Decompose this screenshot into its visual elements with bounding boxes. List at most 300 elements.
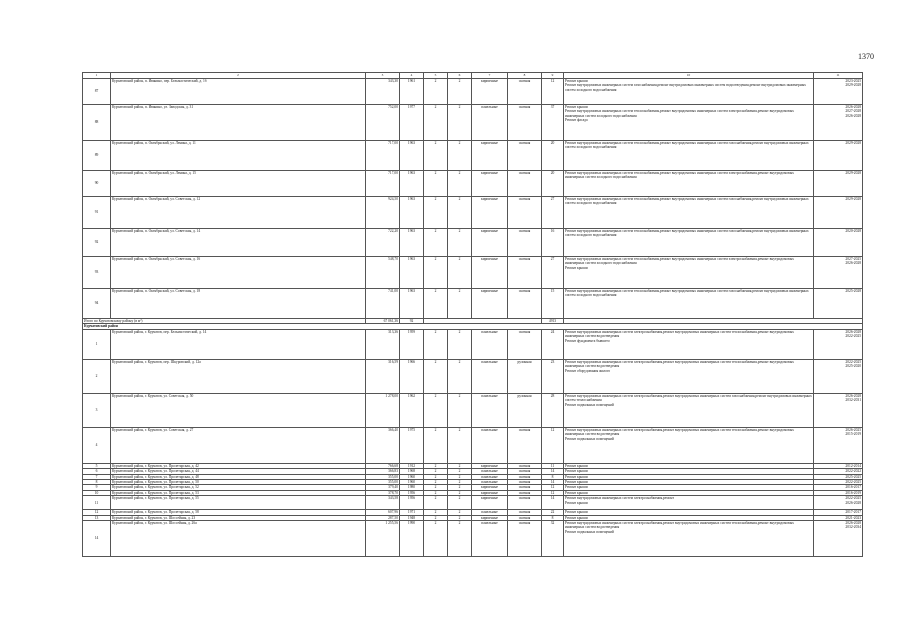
works-cell xyxy=(564,105,814,141)
address-cell: Курчатовский район, п. Октябрьский, ул. Ленина, д. 11 xyxy=(111,141,366,171)
works-cell: Ремонт крыши xyxy=(564,474,814,479)
work-item: Ремонт внутридомовых инженерных систем электроснабжения,ремонт внутридомовых инженерных систем теплоснабжения,ремонт внутридомовых инженерных систем водоотведения xyxy=(565,427,794,437)
entrances-cell: 2 xyxy=(448,171,472,197)
year-cell: 1948 xyxy=(400,515,424,520)
roof-type-cell: скатная xyxy=(508,480,542,485)
register-table xyxy=(82,72,863,557)
address-cell: Курчатовский район, п. Октябрьский, ул. Советская, д. 14 xyxy=(111,229,366,257)
years-cell xyxy=(814,197,863,229)
floors-cell: 2 xyxy=(424,474,448,479)
total-count: 92 xyxy=(400,319,424,324)
work-item: Ремонт внутридомовых инженерных систем теплоснабжения,ремонт внутридомовых инженерных систем электроснабжения,ремонт внутридомовых инженерных систем холодного водоснабжения xyxy=(565,171,794,180)
row-number: 6 xyxy=(83,469,111,474)
register-body xyxy=(83,73,863,557)
wall-material-cell: панельные xyxy=(472,329,508,359)
wall-material-cell: кирпичные xyxy=(472,257,508,289)
area-cell: 379,40 xyxy=(366,485,400,490)
area-cell: 1 255,56 xyxy=(366,521,400,557)
floors-cell: 2 xyxy=(424,197,448,229)
floors-cell: 2 xyxy=(424,469,448,474)
year-range: 2022-2025 xyxy=(845,359,861,364)
wall-material-cell: панельные xyxy=(472,521,508,557)
count-cell: 8 xyxy=(542,515,564,520)
year-range: 2015-2019 xyxy=(845,432,861,437)
floors-cell: 2 xyxy=(424,79,448,105)
count-cell: 22 xyxy=(542,510,564,515)
works-cell xyxy=(564,521,814,557)
area-cell: 355,00 xyxy=(366,474,400,479)
table-row xyxy=(83,141,863,171)
area-cell: 1 278,00 xyxy=(366,393,400,427)
column-header: 11 xyxy=(814,73,863,79)
entrances-cell: 2 xyxy=(448,105,472,141)
years-cell xyxy=(814,496,863,510)
count-cell: 15 xyxy=(542,289,564,319)
table-row xyxy=(83,171,863,197)
year-cell: 1963 xyxy=(400,141,424,171)
roof-type-cell: скатная xyxy=(508,141,542,171)
floors-cell: 2 xyxy=(424,480,448,485)
wall-material-cell: панельные xyxy=(472,427,508,463)
year-cell: 1963 xyxy=(400,197,424,229)
year-range: 2026-2025 xyxy=(845,427,861,432)
year-cell: 1963 xyxy=(400,171,424,197)
column-header: 6 xyxy=(448,73,472,79)
roof-type-cell: скатная xyxy=(508,510,542,515)
row-number: 89 xyxy=(83,141,111,171)
address-cell: Курчатовский район, г. Курчатов, ул. Пролетарская, д. 53 xyxy=(111,490,366,495)
count-cell: 23 xyxy=(542,359,564,393)
floors-cell: 2 xyxy=(424,521,448,557)
count-cell: 32 xyxy=(542,521,564,557)
wall-material-cell: панельные xyxy=(472,359,508,393)
years-cell xyxy=(814,171,863,197)
area-cell: 722,20 xyxy=(366,229,400,257)
count-cell: 14 xyxy=(542,496,564,510)
wall-material-cell: кирпичные xyxy=(472,496,508,510)
floors-cell: 2 xyxy=(424,105,448,141)
works-cell xyxy=(564,496,814,510)
year-range: 2020-2028 xyxy=(845,229,861,233)
floors-cell: 2 xyxy=(424,463,448,468)
entrances-cell: 2 xyxy=(448,496,472,510)
year-cell: 1990 xyxy=(400,521,424,557)
year-range: 2032-2034 xyxy=(845,525,861,530)
row-number: 8 xyxy=(83,480,111,485)
area-cell: 607,96 xyxy=(366,510,400,515)
works-cell xyxy=(564,229,814,257)
area-cell: 752,00 xyxy=(366,105,400,141)
roof-type-cell: скатная xyxy=(508,289,542,319)
work-item: Ремонт внутридомовых инженерных систем теплоснабжения,ремонт внутридомовых инженерных систем электроснабжения,ремонт внутридомовых инженерных систем холодного водоснабжения xyxy=(565,109,794,118)
works-cell xyxy=(564,171,814,197)
area-cell: 343,58 xyxy=(366,496,400,510)
years-cell xyxy=(814,521,863,557)
work-item: Ремонт внутридомовых инженерных систем электроснабжения,ремонт внутридомовых инженерных систем теплоснабжения,ремонт внутридомовых инженерных систем водоотведения xyxy=(565,359,794,369)
area-cell: 366,40 xyxy=(366,427,400,463)
work-item: Ремонт внутридомовых инженерных систем теплоснабжения,ремонт внутридомовых инженерных систем газоснабжения,ремонт внутридомовых инженерных систем холодного водоснабжения xyxy=(565,141,809,150)
works-cell: Ремонт крыши xyxy=(564,510,814,515)
year-range: 2022-2025 xyxy=(845,334,861,339)
area-cell: 343,30 xyxy=(366,79,400,105)
count-cell: 37 xyxy=(542,105,564,141)
work-item: Ремонт внутридомовых инженерных систем электроснабжения,ремонт внутридомовых инженерных систем газоснабжения,ремонт внутридомовых инженерных систем теплоснабжения xyxy=(565,393,812,403)
roof-type-cell: скатная xyxy=(508,485,542,490)
table-row xyxy=(83,229,863,257)
area-cell: 548,70 xyxy=(366,257,400,289)
row-number: 91 xyxy=(83,197,111,229)
area-cell: 313,36 xyxy=(366,329,400,359)
row-number: 13 xyxy=(83,515,111,520)
roof-type-cell: скатная xyxy=(508,469,542,474)
row-number: 10 xyxy=(83,490,111,495)
years-cell xyxy=(814,359,863,393)
years-cell xyxy=(814,329,863,359)
column-header: 8 xyxy=(508,73,542,79)
wall-material-cell: панельные xyxy=(472,480,508,485)
table-row xyxy=(83,197,863,229)
works-cell xyxy=(564,141,814,171)
entrances-cell: 2 xyxy=(448,79,472,105)
works-cell: Ремонт крыши xyxy=(564,463,814,468)
work-item: Ремонт крыши xyxy=(565,105,588,109)
address-cell: Курчатовский район, п. Октябрьский, ул. Ленина, д. 15 xyxy=(111,171,366,197)
column-header: 7 xyxy=(472,73,508,79)
entrances-cell: 2 xyxy=(448,141,472,171)
roof-type-cell: скатная xyxy=(508,515,542,520)
count-cell: 14 xyxy=(542,480,564,485)
work-item: Ремонт внутридомовых инженерных систем электроснабжения,ремонт xyxy=(565,496,674,501)
floors-cell: 2 xyxy=(424,485,448,490)
work-item: Ремонт внутридомовых инженерных систем электроснабжения,ремонт внутридомовых инженерных систем теплоснабжения,ремонт внутридомовых инженерных систем водоотведения xyxy=(565,521,794,530)
roof-type-cell: скатная xyxy=(508,229,542,257)
roof-type-cell: скатная xyxy=(508,329,542,359)
works-cell xyxy=(564,329,814,359)
work-item: Ремонт подвальных помещений xyxy=(565,402,614,407)
roof-type-cell: скатная xyxy=(508,496,542,510)
floors-cell: 2 xyxy=(424,515,448,520)
works-cell xyxy=(564,289,814,319)
table-row xyxy=(83,359,863,393)
table-row xyxy=(83,427,863,463)
year-cell: 1960 xyxy=(400,474,424,479)
wall-material-cell: кирпичные xyxy=(472,229,508,257)
address-cell: Курчатовский район, п. Октябрьский, ул. Советская, д. 16 xyxy=(111,257,366,289)
floors-cell: 2 xyxy=(424,510,448,515)
year-range: 2026-2028 xyxy=(845,329,861,334)
years-cell: 2016-2019 xyxy=(814,490,863,495)
work-item: Ремонт внутридомовых инженерных систем теплоснабжения,ремонт внутридомовых инженерных систем газоснабжения,ремонт внутридомовых инженерных систем холодного водоснабжения xyxy=(565,197,809,206)
floors-cell: 2 xyxy=(424,141,448,171)
works-cell: Ремонт крыши xyxy=(564,515,814,520)
count-cell: 24 xyxy=(542,329,564,359)
year-range: 2026-2028 xyxy=(845,105,861,109)
entrances-cell: 2 xyxy=(448,289,472,319)
entrances-cell: 2 xyxy=(448,480,472,485)
wall-material-cell: кирпичные xyxy=(472,289,508,319)
years-cell: 2012-2014 xyxy=(814,463,863,468)
entrances-cell: 2 xyxy=(448,257,472,289)
column-header: 1 xyxy=(83,73,111,79)
years-cell xyxy=(814,257,863,289)
entrances-cell: 2 xyxy=(448,427,472,463)
table-row xyxy=(83,496,863,510)
row-number: 1 xyxy=(83,329,111,359)
wall-material-cell: кирпичные xyxy=(472,485,508,490)
area-cell: 287,50 xyxy=(366,515,400,520)
row-number: 9 xyxy=(83,485,111,490)
entrances-cell: 2 xyxy=(448,359,472,393)
year-cell: 1966 xyxy=(400,359,424,393)
address-cell: Курчатовский район, г. Курчатов, ул. Пролетарская, д. 44 xyxy=(111,469,366,474)
row-number: 7 xyxy=(83,474,111,479)
year-range: 2032-2031 xyxy=(845,398,861,403)
total-area: 67 061,36 xyxy=(366,319,400,324)
wall-material-cell: панельные xyxy=(472,469,508,474)
year-cell: 1971 xyxy=(400,510,424,515)
area-cell: 316,59 xyxy=(366,359,400,393)
works-cell xyxy=(564,359,814,393)
works-cell: Ремонт крыши xyxy=(564,485,814,490)
years-cell xyxy=(814,229,863,257)
year-range: 2026-2028 xyxy=(845,393,861,398)
address-cell: Курчатовский район, п. Октябрьский, ул. Советская, д. 18 xyxy=(111,289,366,319)
year-range: 2029-2028 xyxy=(845,83,861,88)
entrances-cell: 2 xyxy=(448,393,472,427)
years-cell xyxy=(814,79,863,105)
years-cell xyxy=(814,289,863,319)
works-cell: Ремонт крыши xyxy=(564,469,814,474)
wall-material-cell: панельные xyxy=(472,474,508,479)
wall-material-cell: панельные xyxy=(472,105,508,141)
table-row xyxy=(83,521,863,557)
column-header: 5 xyxy=(424,73,448,79)
count-cell: 28 xyxy=(542,393,564,427)
row-number: 2 xyxy=(83,359,111,393)
count-cell: 12 xyxy=(542,427,564,463)
works-cell: Ремонт крыши xyxy=(564,480,814,485)
total-label: Итого по Курчатовскому району (в м²) xyxy=(83,319,366,324)
year-range: 2022-2025 xyxy=(845,496,861,501)
works-cell xyxy=(564,257,814,289)
year-cell: 1977 xyxy=(400,105,424,141)
year-cell: 1956 xyxy=(400,496,424,510)
wall-material-cell: кирпичные xyxy=(472,463,508,468)
column-header: 4 xyxy=(400,73,424,79)
table-row xyxy=(83,329,863,359)
entrances-cell: 2 xyxy=(448,463,472,468)
year-cell: 1975 xyxy=(400,427,424,463)
count-cell: 8 xyxy=(542,474,564,479)
row-number: 3 xyxy=(83,393,111,427)
floors-cell: 2 xyxy=(424,171,448,197)
year-cell: 1980 xyxy=(400,485,424,490)
work-item: Ремонт крыши xyxy=(565,79,588,83)
address-cell: Курчатовский район, п. Иванино, ул. Заводская, д. 31 xyxy=(111,105,366,141)
year-cell: 1963 xyxy=(400,257,424,289)
year-cell: 1962 xyxy=(400,393,424,427)
years-cell: 2022-2025 xyxy=(814,480,863,485)
column-header: 10 xyxy=(564,73,814,79)
area-cell: 717,00 xyxy=(366,171,400,197)
count-cell: 12 xyxy=(542,490,564,495)
floors-cell: 2 xyxy=(424,257,448,289)
year-range: 2026-2028 xyxy=(845,261,861,266)
work-item: Ремонт внутридомовых инженерных систем теплоснабжения,ремонт внутридомовых инженерных систем электроснабжения,ремонт внутридомовых инженерных систем холодного водоснабжения xyxy=(565,257,794,266)
year-cell: 1959 xyxy=(400,329,424,359)
work-item: Ремонт внутридомовых инженерных систем газоснабжения,ремонт внутридомовых инженерных систем водоотведения,ремонт внутридомовых инженерных систем холодного водоснабжения xyxy=(565,83,806,92)
address-cell: Курчатовский район, г. Курчатов, ул. Советская, д. 50 xyxy=(111,393,366,427)
address-cell: Курчатовский район, г. Курчатов, ул. Советская, д. 27 xyxy=(111,427,366,463)
years-cell: 2022-2022 xyxy=(814,469,863,474)
work-item: Ремонт внутридомовых инженерных систем электроснабжения,ремонт внутридомовых инженерных систем теплоснабжения,ремонт внутридомовых инженерных систем водоотведения xyxy=(565,329,794,339)
years-cell xyxy=(814,393,863,427)
row-number: 92 xyxy=(83,229,111,257)
row-number: 14 xyxy=(83,521,111,557)
years-cell xyxy=(814,141,863,171)
column-header: 9 xyxy=(542,73,564,79)
count-cell: 27 xyxy=(542,197,564,229)
works-cell: Ремонт крыши xyxy=(564,490,814,495)
wall-material-cell: кирпичные xyxy=(472,171,508,197)
works-cell xyxy=(564,393,814,427)
roof-type-cell: рулонная xyxy=(508,393,542,427)
count-cell: 16 xyxy=(542,229,564,257)
wall-material-cell: кирпичные xyxy=(472,79,508,105)
entrances-cell: 2 xyxy=(448,510,472,515)
roof-type-cell: скатная xyxy=(508,474,542,479)
wall-material-cell: панельные xyxy=(472,393,508,427)
area-cell: 717,00 xyxy=(366,141,400,171)
wall-material-cell: кирпичные xyxy=(472,515,508,520)
row-number: 94 xyxy=(83,289,111,319)
year-cell: 1960 xyxy=(400,480,424,485)
year-range: 2029-2028 xyxy=(845,141,861,145)
row-number: 5 xyxy=(83,463,111,468)
total-residents: 4913 xyxy=(542,319,564,324)
address-cell: Курчатовский район, г. Курчатов, ул. Шоссейная, д. 26а xyxy=(111,521,366,557)
work-item: Ремонт внутридомовых инженерных систем теплоснабжения,ремонт внутридомовых инженерных систем газоснабжения,ремонт внутридомовых инженерных систем холодного водоснабжения xyxy=(565,289,809,298)
entrances-cell: 2 xyxy=(448,485,472,490)
area-cell: 741,00 xyxy=(366,289,400,319)
floors-cell: 2 xyxy=(424,229,448,257)
year-cell: 1961 xyxy=(400,79,424,105)
entrances-cell: 2 xyxy=(448,490,472,495)
row-number: 90 xyxy=(83,171,111,197)
address-cell: Курчатовский район, г. Курчатов, пер. Бельмастический, д. 14 xyxy=(111,329,366,359)
count-cell: 14 xyxy=(542,469,564,474)
count-cell: 27 xyxy=(542,257,564,289)
address-cell: Курчатовский район, п. Иванино, пер. Бельмастический, д. 1б xyxy=(111,79,366,105)
work-item: Ремонт внутридомовых инженерных систем теплоснабжения,ремонт внутридомовых инженерных систем газоснабжения,ремонт внутридомовых инженерных систем холодного водоснабжения xyxy=(565,229,809,238)
work-item: Ремонт оборудования жилого xyxy=(565,368,611,373)
roof-type-cell: скатная xyxy=(508,490,542,495)
years-cell: 2017-2017 xyxy=(814,510,863,515)
work-item: Ремонт подвальных помещений xyxy=(565,436,614,441)
years-cell: 2016-2017 xyxy=(814,485,863,490)
work-item: Ремонт фасада xyxy=(565,118,588,123)
entrances-cell: 2 xyxy=(448,197,472,229)
entrances-cell: 2 xyxy=(448,521,472,557)
area-cell: 766,68 xyxy=(366,463,400,468)
row-number: 4 xyxy=(83,427,111,463)
year-cell: 1956 xyxy=(400,490,424,495)
row-number: 12 xyxy=(83,510,111,515)
year-range: 2023-2025 xyxy=(845,79,861,83)
address-cell: Курчатовский район, п. Октябрьский, ул. Советская, д. 12 xyxy=(111,197,366,229)
wall-material-cell: кирпичные xyxy=(472,197,508,229)
address-cell: Курчатовский район, г. Курчатов, ул. Пролетарская, д. 58 xyxy=(111,510,366,515)
count-cell: 20 xyxy=(542,171,564,197)
table-row xyxy=(83,393,863,427)
floors-cell: 2 xyxy=(424,393,448,427)
floors-cell: 2 xyxy=(424,427,448,463)
entrances-cell: 2 xyxy=(448,469,472,474)
year-range: 2026-2028 xyxy=(845,521,861,526)
area-cell: 366,83 xyxy=(366,469,400,474)
floors-cell: 2 xyxy=(424,496,448,510)
years-cell: 2025-2025 xyxy=(814,474,863,479)
address-cell: Курчатовский район, г. Курчатов, ул. Пролетарская, д. 52 xyxy=(111,485,366,490)
year-range: 2027-2028 xyxy=(845,109,861,114)
years-cell xyxy=(814,427,863,463)
roof-type-cell: скатная xyxy=(508,197,542,229)
table-row xyxy=(83,289,863,319)
wall-material-cell: кирпичные xyxy=(472,141,508,171)
year-cell: 1963 xyxy=(400,229,424,257)
entrances-cell: 2 xyxy=(448,229,472,257)
year-range: 2026-2028 xyxy=(845,113,861,118)
entrances-cell: 2 xyxy=(448,515,472,520)
work-item: Ремонт фундамента бывшего xyxy=(565,338,610,343)
column-header: 2 xyxy=(111,73,366,79)
roof-type-cell: скатная xyxy=(508,427,542,463)
floors-cell: 2 xyxy=(424,359,448,393)
wall-material-cell: панельные xyxy=(472,510,508,515)
row-number: 87 xyxy=(83,79,111,105)
row-number: 93 xyxy=(83,257,111,289)
years-cell xyxy=(814,105,863,141)
roof-type-cell: рулонная xyxy=(508,359,542,393)
years-cell: 2021-2023 xyxy=(814,515,863,520)
floors-cell: 2 xyxy=(424,289,448,319)
address-cell: Курчатовский район, г. Курчатов, ул. Пролетарская, д. 55 xyxy=(111,496,366,510)
work-item: Ремонт крыши xyxy=(565,500,588,505)
count-cell: 20 xyxy=(542,141,564,171)
address-cell: Курчатовский район, г. Курчатов, ул. Шоссейная, д. 23 xyxy=(111,515,366,520)
section-title: Курчатовский район xyxy=(83,324,863,329)
address-cell: Курчатовский район, г. Курчатов, ул. Пролетарская, д. 42 xyxy=(111,463,366,468)
roof-type-cell: скатная xyxy=(508,171,542,197)
year-range: 2029-2028 xyxy=(845,197,861,201)
year-range: 2027-2025 xyxy=(845,257,861,261)
entrances-cell: 2 xyxy=(448,329,472,359)
count-cell: 12 xyxy=(542,79,564,105)
works-cell xyxy=(564,427,814,463)
area-cell: 378,70 xyxy=(366,490,400,495)
wall-material-cell: кирпичные xyxy=(472,490,508,495)
entrances-cell: 2 xyxy=(448,474,472,479)
table-row xyxy=(83,79,863,105)
row-number: 11 xyxy=(83,496,111,510)
roof-type-cell: скатная xyxy=(508,257,542,289)
area-cell: 355,00 xyxy=(366,480,400,485)
year-range: 2029-2028 xyxy=(845,171,861,175)
count-cell: 12 xyxy=(542,485,564,490)
year-range: 2025-2020 xyxy=(845,364,861,369)
row-number: 88 xyxy=(83,105,111,141)
count-cell: 11 xyxy=(542,463,564,468)
